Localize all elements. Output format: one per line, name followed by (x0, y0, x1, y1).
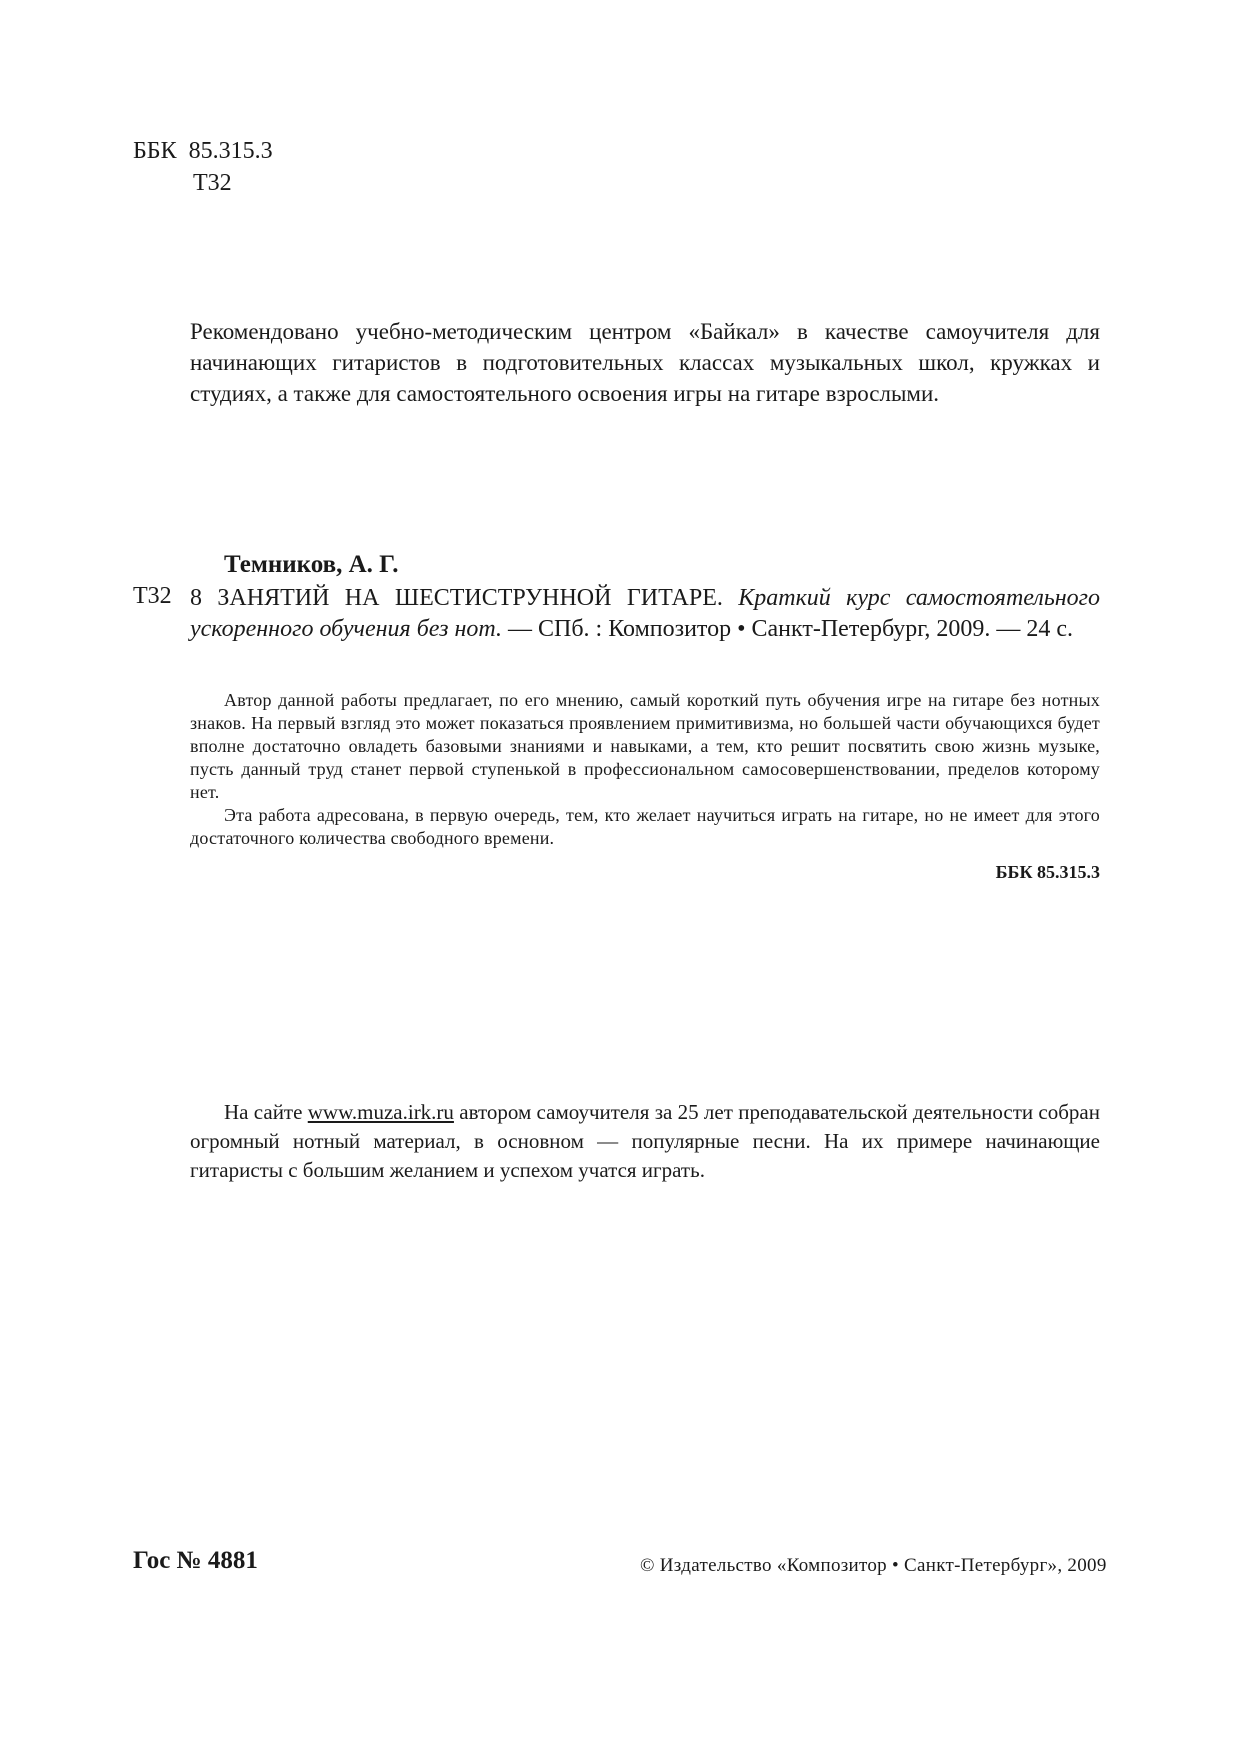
site-link[interactable]: www.muza.irk.ru (307, 1100, 454, 1124)
catalog-abstract (190, 689, 1100, 850)
bbk-code: ББК 85.315.3 (133, 138, 273, 164)
catalog-title: 8 ЗАНЯТИЙ НА ШЕСТИСТРУННОЙ ГИТАРЕ. (190, 585, 723, 611)
abstract-paragraph-1: Автор данной работы предлагает, по его мнению, самый короткий путь обучения игре на гитаре без нотных знаков. На первый взгляд это может показаться проявлением примитивизма, но большей части обучающихся будет вполне достаточно овладеть базовыми знаниями и навыками, а тем, кто решит посвятить свою жизнь музыке, пусть данный труд станет первой ступенькой в профессиональном самосовершенствовании, пределов которому нет. (190, 690, 1100, 802)
copyright-line: © Издательство «Композитор • Санкт-Петербург», 2009 (640, 1555, 1107, 1576)
abstract-paragraph-2: Эта работа адресована, в первую очередь, тем, кто желает научиться играть на гитаре, но не имеет для этого достаточного количества свободного времени. (190, 805, 1100, 848)
site-note-after: автором самоучителя за 25 лет преподавательской деятельности собран огромный нотный материал, в основном — популярные песни. На их примере начинающие гитаристы с большим желанием и успехом учатся играть. (190, 1100, 1100, 1182)
author-mark: Т32 (193, 170, 232, 196)
catalog-subtitle: Краткий курс самостоятельного ускоренного обучения без нот. (190, 585, 1101, 642)
catalog-title-block (190, 583, 1100, 645)
catalog-author: Темников, А. Г. (224, 551, 399, 578)
site-note (190, 1098, 1100, 1185)
catalog-imprint: — СПб. : Композитор • Санкт-Петербург, 2009. — 24 с. (508, 616, 1074, 642)
recommendation-text: Рекомендовано учебно-методическим центром «Байкал» в качестве самоучителя для начинающих гитаристов в подготовительных классах музыкальных школ, кружках и студиях, а также для самостоятельного освоения игры на гитаре взрослыми. (190, 319, 1100, 406)
bbk-header (133, 135, 273, 199)
site-note-before: На сайте (224, 1100, 308, 1124)
site-note-paragraph (190, 1098, 1100, 1185)
catalog-mark: Т32 (133, 583, 172, 609)
gos-number: Гос № 4881 (133, 1547, 258, 1574)
catalog-bbk: ББК 85.315.3 (995, 862, 1100, 882)
